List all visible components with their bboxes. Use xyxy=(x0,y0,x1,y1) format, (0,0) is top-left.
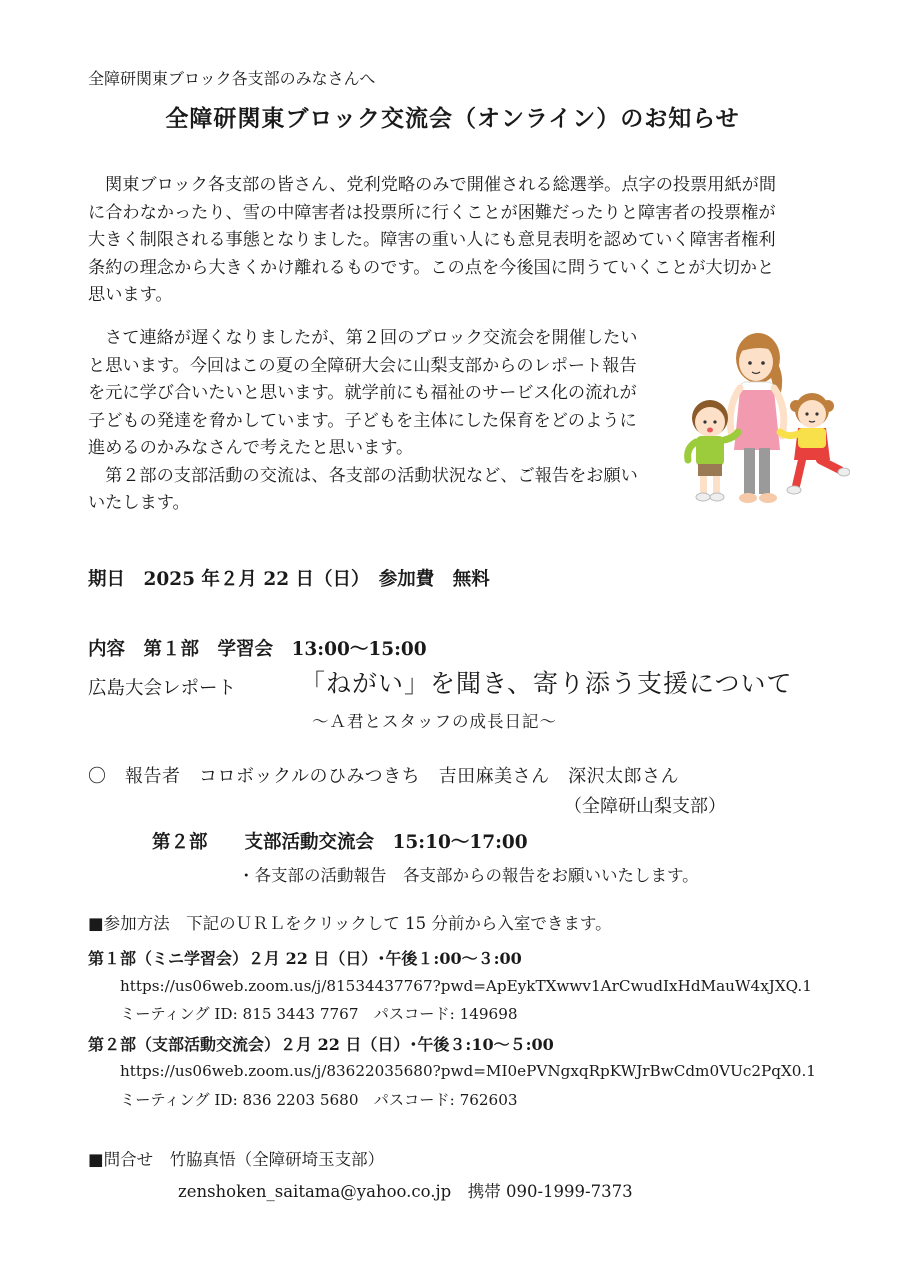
para2-line: を元に学び合いたいと思います。就学前にも福祉のサービス化の流れが xyxy=(88,383,637,403)
part2-note: ・各支部の活動報告 各支部からの報告をお願いいたします。 xyxy=(238,866,699,885)
session1-zoom-link[interactable]: https://us06web.zoom.us/j/81534437767?pwd=ApEykTXwwv1ArCwudIxHdMauW4xJXQ.1 xyxy=(120,977,812,995)
para1-line: 条約の理念から大きくかけ離れるものです。この点を今後国に問うていくことが大切かと xyxy=(88,257,775,278)
girl-figure xyxy=(780,393,850,494)
contact-label: ■問合せ 竹脇真悟（全障研埼玉支部） xyxy=(88,1150,385,1169)
mother-figure xyxy=(730,333,784,503)
reporter-affiliation: （全障研山梨支部） xyxy=(564,796,726,817)
para1-line: に合わなかったり、雪の中障害者は投票所に行くことが困難だったりと障害者の投票権が xyxy=(88,202,776,223)
part1-heading: 内容 第１部 学習会 13:00〜15:00 xyxy=(88,639,427,660)
reporter-line: 〇 報告者 コロボックルのひみつきち 吉田麻美さん 深沢太郎さん xyxy=(88,766,680,787)
greeting: 全障研関東ブロック各支部のみなさんへ xyxy=(88,69,376,88)
announcement-paragraph xyxy=(88,325,688,518)
family-illustration xyxy=(682,318,850,510)
session2-meeting-info: ミーティング ID: 836 2203 5680 パスコード: 762603 xyxy=(120,1091,518,1109)
para2-line: 子どもの発達を脅かしています。子どもを主体にした保育をどのように xyxy=(88,410,637,431)
report-title: 「ねがい」を聞き、寄り添う支援について xyxy=(300,669,793,698)
para2-line: と思います。今回はこの夏の全障研大会に山梨支部からのレポート報告 xyxy=(88,355,637,376)
intro-paragraph xyxy=(88,172,840,310)
report-subtitle: 〜Ａ君とスタッフの成長日記〜 xyxy=(312,712,557,731)
para2-line: 進めるのかみなさんで考えたと思います。 xyxy=(88,438,414,458)
event-date: 期日 2025 年２月 22 日（日） 参加費 無料 xyxy=(88,569,490,590)
page-title: 全障研関東ブロック交流会（オンライン）のお知らせ xyxy=(165,105,740,132)
para1-line: 思います。 xyxy=(88,285,173,305)
para3-line: 第２部の支部活動の交流は、各支部の活動状況など、ご報告をお願い xyxy=(105,465,638,486)
participation-method: ■参加方法 下記のＵＲＬをクリックして 15 分前から入室できます。 xyxy=(88,914,612,933)
session1-heading: 第１部（ミニ学習会）２月 22 日（日）･午後１:00〜３:00 xyxy=(88,949,522,968)
para2-line: さて連絡が遅くなりましたが、第２回のブロック交流会を開催したい xyxy=(105,328,638,348)
session2-heading: 第２部（支部活動交流会）２月 22 日（日）･午後３:10〜５:00 xyxy=(88,1035,554,1054)
para3-line: いたします。 xyxy=(88,493,190,513)
contact-details[interactable]: zenshoken_saitama@yahoo.co.jp 携帯 090-1999-7373 xyxy=(178,1182,633,1201)
part2-heading: 第２部 支部活動交流会 15:10〜17:00 xyxy=(152,832,528,853)
report-label: 広島大会レポート xyxy=(88,678,237,699)
session1-meeting-info: ミーティング ID: 815 3443 7767 パスコード: 149698 xyxy=(120,1005,518,1023)
para1-line: 関東ブロック各支部の皆さん、党利党略のみで開催される総選挙。点字の投票用紙が間 xyxy=(105,175,777,195)
para1-line: 大きく制限される事態となりました。障害の重い人にも意見表明を認めていく障害者権利 xyxy=(88,230,776,250)
session2-zoom-link[interactable]: https://us06web.zoom.us/j/83622035680?pwd=MI0ePVNgxqRpKWJrBwCdm0VUc2PqX0.1 xyxy=(120,1062,816,1080)
